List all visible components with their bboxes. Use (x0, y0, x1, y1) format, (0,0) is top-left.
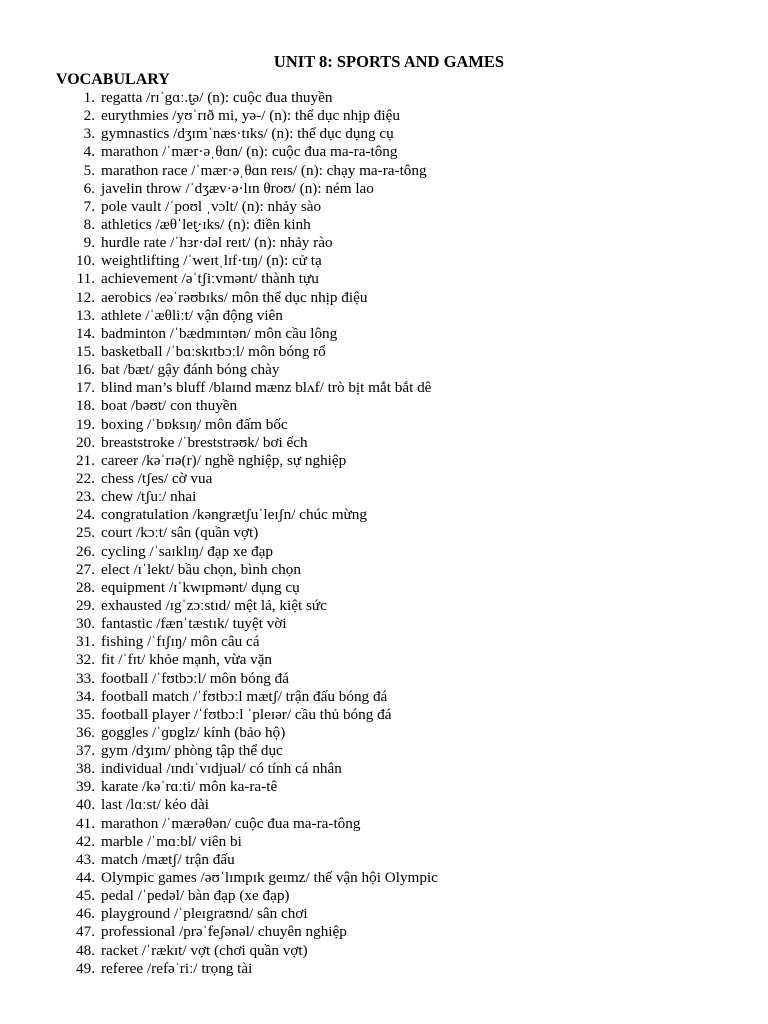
list-item-text: chew /tʃuː/ nhai (101, 488, 197, 506)
list-item-number: 3. (83, 125, 95, 143)
list-item-number: 38. (76, 760, 95, 778)
list-item-number: 15. (76, 342, 95, 360)
list-item-text: regatta /rɪˈgɑː.t̬ə/ (n): cuộc đua thuyền (101, 89, 333, 106)
list-item-text: marble /ˈmɑːbl/ viên bi (101, 832, 242, 850)
list-item-number: 43. (76, 850, 95, 868)
list-item-number: 31. (76, 633, 95, 651)
list-item-text: breaststroke /ˈbreststrəʊk/ bơi ếch (101, 433, 308, 451)
list-item-number: 8. (83, 215, 95, 233)
list-item-number: 29. (76, 596, 95, 614)
list-item-number: 42. (76, 832, 95, 850)
list-item-number: 17. (76, 379, 95, 397)
list-item-number: 41. (76, 814, 95, 832)
list-item-text: last /lɑːst/ kéo dài (101, 796, 209, 814)
list-item-number: 4. (83, 143, 95, 161)
list-item-text: chess /tʃes/ cờ vua (101, 469, 213, 487)
list-item-number: 16. (76, 361, 95, 379)
list-item-number: 13. (76, 306, 95, 324)
list-item-number: 49. (76, 959, 95, 977)
list-item-text: football match /ˈfʊtbɔːl mætʃ/ trận đấu bóng đá (101, 687, 388, 705)
list-item-number: 45. (76, 887, 95, 905)
list-item-number: 19. (76, 415, 95, 433)
list-item-text: gymnastics /dʒɪmˈnæs·tɪks/ (n): thể dục dụng cụ (101, 125, 394, 143)
list-item-text: badminton /ˈbædmɪntən/ môn cầu lông (101, 324, 338, 342)
list-item-text: match /mætʃ/ trận đấu (101, 850, 235, 868)
list-item-text: athlete /ˈæθliːt/ vận động viên (101, 306, 283, 324)
list-item-number: 40. (76, 796, 95, 814)
list-item-number: 9. (83, 234, 95, 252)
list-item-number: 32. (76, 651, 95, 669)
list-item-number: 35. (76, 705, 95, 723)
section-heading: VOCABULARY (56, 71, 170, 88)
list-item-text: athletics /æθˈlet̬·ɪks/ (n): điền kinh (101, 215, 311, 233)
list-item-number: 46. (76, 905, 95, 923)
list-item-text: career /kəˈrɪə(r)/ nghề nghiệp, sự nghiệp (101, 451, 347, 469)
list-item-text: court /kɔːt/ sân (quần vợt) (101, 524, 259, 542)
list-item-text: javelin throw /ˈdʒæv·ə·lɪn θroʊ/ (n): ném lao (101, 179, 374, 197)
list-item-text: eurythmies /yʊˈrɪð mi, yə-/ (n): thể dục nhịp điệu (101, 107, 400, 125)
page-title: UNIT 8: SPORTS AND GAMES (273, 52, 505, 71)
list-item-text: marathon race /ˈmær·əˌθɑn reɪs/ (n): chạy ma-ra-tông (101, 161, 427, 179)
list-item-text: bat /bæt/ gậy đánh bóng chày (101, 361, 280, 379)
list-item-number: 24. (76, 506, 95, 524)
list-item-number: 10. (76, 252, 95, 270)
list-item-number: 47. (76, 923, 95, 941)
list-item-number: 6. (83, 179, 95, 197)
list-item-number: 12. (76, 288, 95, 306)
list-item-number: 27. (76, 560, 95, 578)
list-item-number: 20. (76, 433, 95, 451)
list-item-text: weightlifting /ˈweɪtˌlɪf·tɪŋ/ (n): cử tạ (101, 252, 322, 270)
list-item-number: 25. (76, 524, 95, 542)
list-item-number: 26. (76, 542, 95, 560)
list-item-text: football player /ˈfʊtbɔːl ˈpleɪər/ cầu thủ bóng đá (101, 705, 392, 723)
list-item-text: aerobics /eəˈrəʊbɪks/ môn thể dục nhịp điệu (101, 288, 368, 306)
list-item-text: blind man’s bluff /blaɪnd mænz blʌf/ trò bịt mắt bắt dê (101, 379, 432, 397)
list-item-number: 48. (76, 941, 95, 959)
list-item-text: achievement /əˈtʃiːvmənt/ thành tựu (101, 270, 319, 288)
list-item-text: pedal /ˈpedəl/ bàn đạp (xe đạp) (101, 887, 290, 905)
list-item-number: 5. (83, 161, 95, 179)
list-item-text: professional /prəˈfeʃənəl/ chuyên nghiệp (101, 923, 347, 941)
list-item-text: basketball /ˈbɑːskɪtbɔːl/ môn bóng rổ (101, 342, 326, 360)
list-item-text: football /ˈfʊtbɔːl/ môn bóng đá (101, 669, 290, 687)
list-item-text: goggles /ˈɡɒglz/ kính (bảo hộ) (101, 723, 286, 741)
list-item-number: 21. (76, 451, 95, 469)
list-item-text: fishing /ˈfɪʃɪŋ/ môn câu cá (101, 633, 260, 651)
list-item-text: boat /bəʊt/ con thuyền (101, 397, 238, 415)
list-item-text: fantastic /fænˈtæstɪk/ tuyệt vời (101, 615, 287, 633)
list-item-number: 36. (76, 723, 95, 741)
list-item-number: 37. (76, 742, 95, 760)
list-item-text: marathon /ˈmærəθən/ cuộc đua ma-ra-tông (101, 814, 361, 832)
list-item-number: 34. (76, 687, 95, 705)
list-item-text: racket /ˈrækɪt/ vợt (chơi quần vợt) (101, 941, 308, 959)
list-item-text: congratulation /kəngrætʃuˈleɪʃn/ chúc mừng (101, 506, 367, 524)
list-item-text: equipment /ɪˈkwɪpmənt/ dụng cụ (101, 578, 300, 596)
list-item-text: Olympic games /əʊˈlɪmpɪk geɪmz/ thế vận hội Olympic (101, 869, 438, 887)
list-item-number: 44. (76, 869, 95, 887)
list-item-number: 39. (76, 778, 95, 796)
list-item-text: fit /ˈfɪt/ khỏe mạnh, vừa vặn (101, 651, 273, 669)
list-item-text: playground /ˈpleɪgraʊnd/ sân chơi (101, 905, 308, 923)
list-item-text: referee /refəˈriː/ trọng tài (101, 959, 253, 977)
list-item-text: individual /ɪndɪˈvɪdjuəl/ có tính cá nhân (101, 760, 342, 778)
list-item-number: 30. (76, 615, 95, 633)
list-item-number: 7. (83, 197, 95, 215)
list-item-text: marathon /ˈmær·əˌθɑn/ (n): cuộc đua ma-ra-tông (101, 143, 398, 161)
list-item-text: gym /dʒɪm/ phòng tập thể dục (101, 742, 283, 760)
list-item-number: 22. (76, 469, 95, 487)
list-item-text: pole vault /ˈpoʊl ˌvɔlt/ (n): nhảy sào (101, 197, 322, 215)
list-item-text: elect /ɪˈlekt/ bầu chọn, bình chọn (101, 560, 301, 578)
list-item-number: 28. (76, 578, 95, 596)
list-item-text: cycling /ˈsaɪklɪŋ/ đạp xe đạp (101, 542, 273, 560)
list-item-text: karate /kəˈrɑːti/ môn ka-ra-tê (101, 778, 278, 796)
list-item-text: hurdle rate /ˈhɜr·dəl reɪt/ (n): nhảy rào (101, 234, 333, 252)
list-item-number: 11. (76, 270, 95, 288)
list-item-number: 14. (76, 324, 95, 342)
list-item-number: 2. (83, 107, 95, 125)
list-item-text: boxing /ˈbɒksɪŋ/ môn đấm bốc (101, 415, 288, 433)
list-item-number: 33. (76, 669, 95, 687)
list-item-number: 18. (76, 397, 95, 415)
list-item-number: 23. (76, 488, 95, 506)
list-item-number: 1. (83, 89, 95, 106)
list-item-text: exhausted /ɪgˈzɔːstɪd/ mệt lả, kiệt sức (101, 596, 327, 614)
